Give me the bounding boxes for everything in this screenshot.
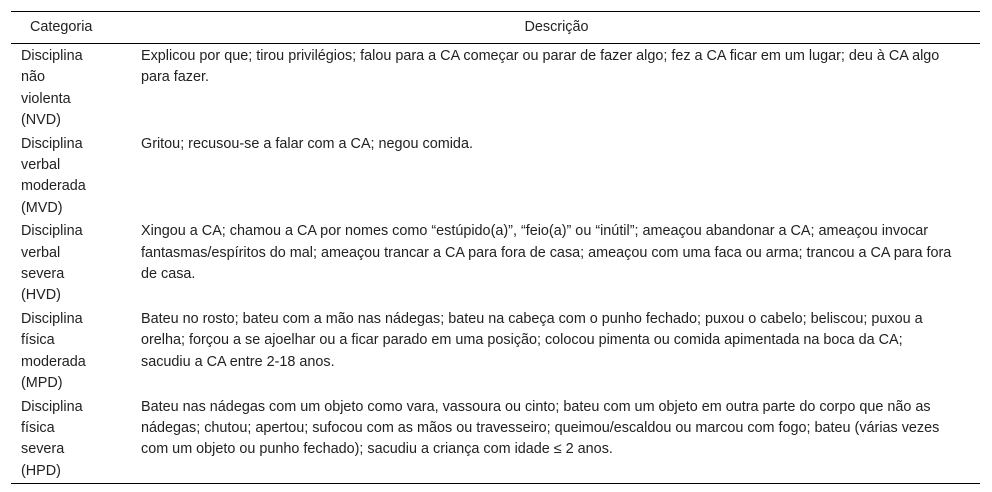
category-cell xyxy=(11,44,133,132)
discipline-categories-table xyxy=(11,11,980,484)
category-line: (MVD) xyxy=(21,199,63,216)
category-line: verbal xyxy=(21,244,61,261)
category-cell xyxy=(11,395,133,484)
description-cell: Xingou a CA; chamou a CA por nomes como “estúpido(a)”, “feio(a)” ou “inútil”; ameaçou abandonar a CA; ameaçou invocar fantasmas/espíritos do mal; ameaçou trancar a CA para fora de casa; ameaçou com uma faca ou arma; trancou a CA para fora de casa. xyxy=(141,223,952,283)
category-cell xyxy=(11,219,133,307)
category-line: física xyxy=(21,419,55,436)
category-line: moderada xyxy=(21,178,86,195)
description-cell: Gritou; recusou-se a falar com a CA; negou comida. xyxy=(141,135,473,152)
category-line: (HPD) xyxy=(21,462,61,479)
category-line: (NVD) xyxy=(21,112,61,129)
header-category: Categoria xyxy=(11,12,133,44)
table-row xyxy=(11,395,980,484)
table-header xyxy=(11,12,980,44)
description-cell: Bateu nas nádegas com um objeto como vara, vassoura ou cinto; bateu com um objeto em outra parte do corpo que não as nádegas; chutou; apertou; sufocou com as mãos ou travesseiro; queimou/escaldou ou marcou com fogo; bateu (várias vezes com um objeto ou punho fechado); sacudiu a criança com idade ≤ 2 anos. xyxy=(133,395,980,484)
description-cell: Bateu no rosto; bateu com a mão nas nádegas; bateu na cabeça com o punho fechado; puxou o cabelo; beliscou; puxou a orelha; forçou a se ajoelhar ou a ficar parado em uma posição; colocou pimenta ou comida apimentada na boca da CA; sacudiu a CA entre 2-18 anos. xyxy=(141,310,923,370)
category-line: verbal xyxy=(21,157,61,174)
category-line: Disciplina xyxy=(21,48,83,64)
header-row xyxy=(11,12,980,44)
category-line: violenta xyxy=(21,90,71,107)
description-cell: Explicou por que; tirou privilégios; falou para a CA começar ou parar de fazer algo; fez a CA ficar em um lugar; deu à CA algo para fazer. xyxy=(141,48,940,86)
category-line: (HVD) xyxy=(21,287,61,304)
category-line: severa xyxy=(21,441,65,458)
table-row xyxy=(11,44,980,132)
discipline-categories-table-container xyxy=(11,11,980,484)
category-line: moderada xyxy=(21,353,86,370)
table-body xyxy=(11,44,980,484)
category-line: Disciplina xyxy=(21,135,83,152)
table-row xyxy=(11,219,980,307)
category-line: Disciplina xyxy=(21,398,83,415)
category-line: Disciplina xyxy=(21,310,83,327)
category-cell xyxy=(11,307,133,395)
category-line: não xyxy=(21,69,46,86)
category-cell xyxy=(11,132,133,220)
header-description: Descrição xyxy=(133,12,980,44)
category-line: severa xyxy=(21,266,65,283)
category-line: física xyxy=(21,332,55,349)
category-line: Disciplina xyxy=(21,223,83,240)
category-line: (MPD) xyxy=(21,375,63,392)
table-row xyxy=(11,307,980,395)
table-row xyxy=(11,132,980,220)
